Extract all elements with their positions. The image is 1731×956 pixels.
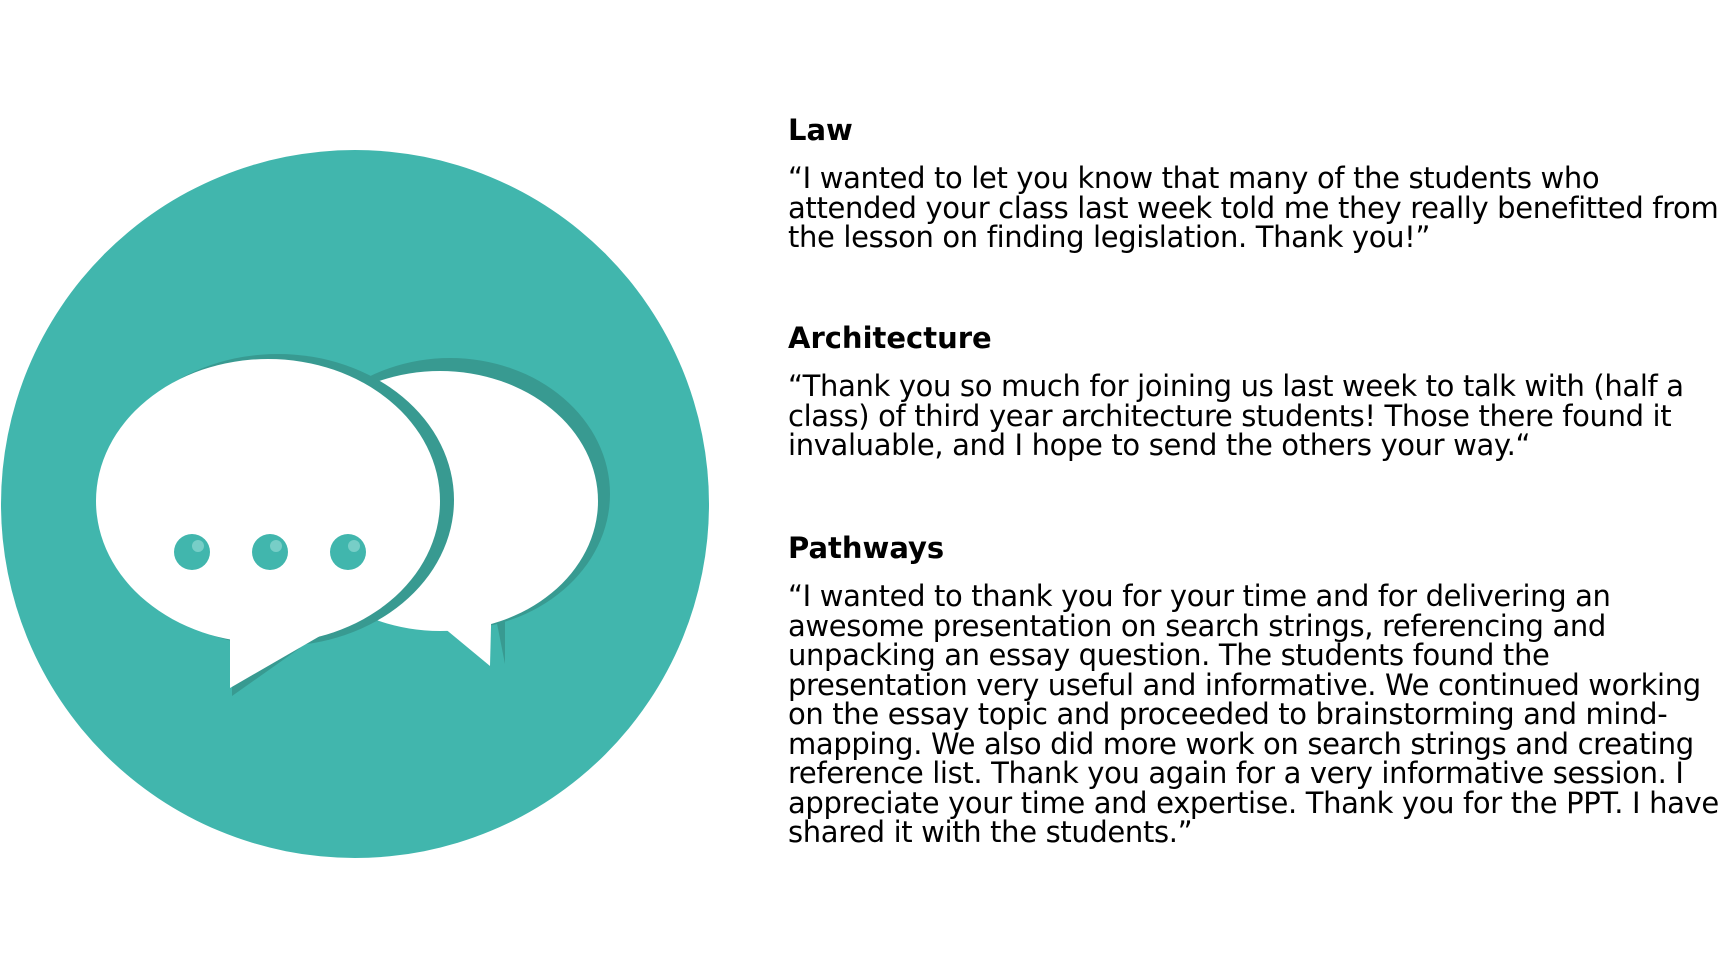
quote-text: [788, 369, 1723, 462]
quote-line: unpacking an essay question. The students found the: [788, 638, 1550, 672]
quote-line: “I wanted to thank you for your time and for delivering an: [788, 579, 1611, 613]
testimonials: [788, 112, 1723, 848]
chat-bubbles-graphic: [0, 148, 710, 860]
testimonial-architecture: [788, 320, 1723, 530]
quote-line: presentation very useful and informative. We continued working: [788, 667, 1701, 702]
quote-line: “Thank you so much for joining us last week to talk with (half a: [788, 369, 1684, 403]
quote-line: attended your class last week told me they really benefitted from: [788, 190, 1719, 225]
section-heading: Law: [788, 113, 853, 147]
quote-line: mapping. We also did more work on search strings and creating: [788, 726, 1694, 761]
section-heading: Pathways: [788, 531, 945, 565]
ellipsis-dots: [174, 534, 366, 570]
quote-line: awesome presentation on search strings, referencing and: [788, 608, 1606, 643]
quote-line: “I wanted to let you know that many of the students who: [788, 161, 1600, 195]
quote-text: [788, 579, 1723, 849]
chat-bubbles-icon: [0, 148, 710, 860]
testimonial-law: [788, 112, 1723, 320]
quote-line: the lesson on finding legislation. Thank you!”: [788, 220, 1431, 254]
quote-line: on the essay topic and proceeded to brainstorming and mind-: [788, 697, 1668, 731]
quote-text: [788, 161, 1723, 254]
quote-line: reference list. Thank you again for a very informative session. I: [788, 756, 1684, 790]
dot-1: [174, 534, 210, 570]
quote-line: appreciate your time and expertise. Thank you for the PPT. I have: [788, 785, 1719, 820]
quote-line: shared it with the students.”: [788, 815, 1193, 849]
dot-2: [252, 534, 288, 570]
quote-line: invaluable, and I hope to send the others your way.“: [788, 428, 1531, 462]
section-heading: Architecture: [788, 321, 992, 355]
quote-line: class) of third year architecture students! Those there found it: [788, 398, 1672, 433]
dot-3: [330, 534, 366, 570]
testimonial-pathways: [788, 530, 1723, 848]
